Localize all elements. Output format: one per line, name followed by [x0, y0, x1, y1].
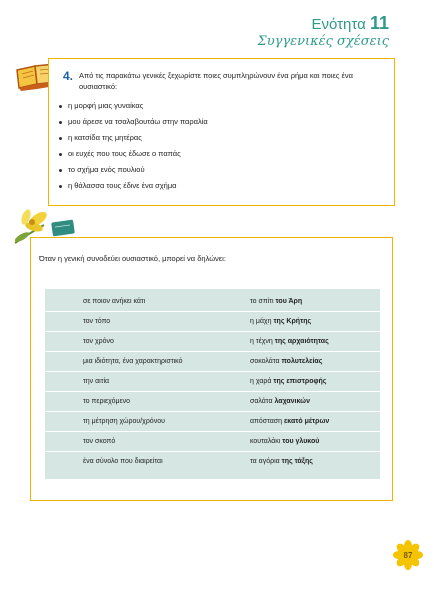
list-item: το σχήμα ενός πουλιού [59, 165, 145, 174]
table-row: σε ποιον ανήκει κάτι το σπίτι του Άρη [45, 293, 380, 312]
unit-subtitle: Συγγενικές σχέσεις [257, 34, 389, 49]
genitive-uses-table [45, 289, 380, 479]
unit-number: 11 [369, 13, 389, 33]
exercise-number: 4. [63, 69, 74, 83]
page-number: 87 [403, 551, 413, 560]
page-number-badge [393, 540, 423, 570]
table-row: το περιεχόμενο σαλάτα λαχανικών [45, 393, 380, 412]
unit-label: Ενότητα [311, 16, 370, 33]
list-item: μου άρεσε να τσαλαβουτάω στην παραλία [59, 117, 208, 126]
unit-title [312, 13, 390, 34]
list-item: η κατσίδα της μητέρας [59, 133, 142, 142]
table-row: την αιτία η χαρά της επιστροφής [45, 373, 380, 392]
exercise-box [48, 58, 395, 206]
table-row: τον τόπο η μάχη της Κρήτης [45, 313, 380, 332]
rule-box [30, 237, 393, 501]
table-row: τον χρόνο η τέχνη της αρχαιότητας [45, 333, 380, 352]
table-row: τη μέτρηση χώρου/χρόνου απόσταση εκατό μέτρων [45, 413, 380, 432]
rule-intro: Όταν η γενική συνοδεύει ουσιαστικό, μπορεί να δηλώνει: [39, 254, 226, 263]
list-item: οι ευχές που τους έδωσε ο παπάς [59, 149, 181, 158]
table-row: ένα σύνολο που διαιρείται τα αγόρια της τάξης [83, 458, 313, 465]
table-row: τον σκοπό κουταλάκι του γλυκού [45, 433, 380, 452]
list-item: η μορφή μιας γυναίκας [59, 101, 143, 110]
table-row: μια ιδιότητα, ένα χαρακτηριστικό σοκολάτα πολυτελείας [45, 353, 380, 372]
exercise-instruction: Από τις παρακάτω γενικές ξεχωρίστε ποιες συμπληρώνουν ένα ρήμα και ποιες ένα ουσιαστικό: [79, 71, 353, 91]
list-item: η θάλασσα τους έδινε ένα σχήμα [59, 181, 177, 190]
